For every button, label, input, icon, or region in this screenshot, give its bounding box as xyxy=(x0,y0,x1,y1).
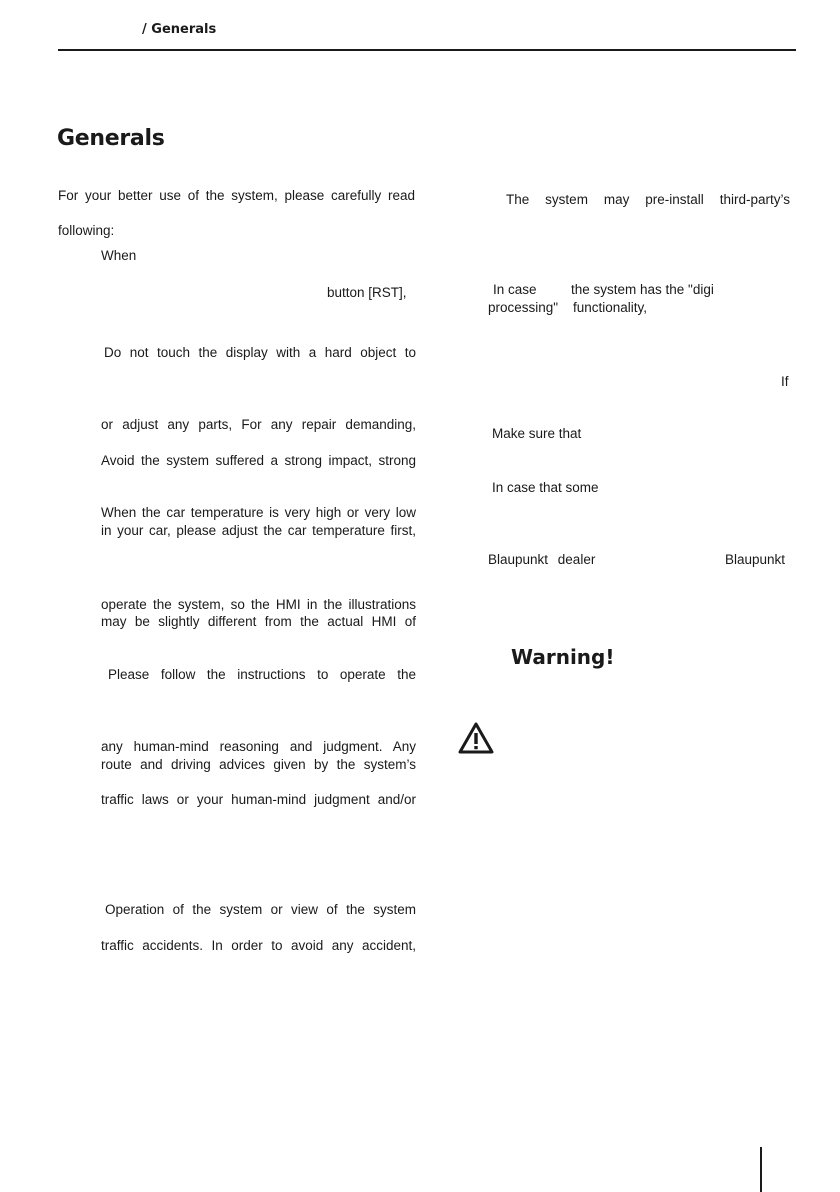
left-line: Please follow the instructions to operate the xyxy=(108,667,416,682)
left-line: following: xyxy=(58,223,115,238)
left-line: route and driving advices given by the system’s xyxy=(101,757,416,772)
left-line: When the car temperature is very high or very low xyxy=(101,505,416,520)
warning-triangle-icon xyxy=(458,722,494,754)
left-line: Avoid the system suffered a strong impact, strong xyxy=(101,453,416,468)
warning-title: Warning! xyxy=(511,645,615,669)
right-line: The system may pre-install third-party’s xyxy=(506,192,790,207)
header-rule xyxy=(58,49,796,51)
running-header: / Generals xyxy=(142,22,217,37)
left-line: operate the system, so the HMI in the illustrations xyxy=(101,597,416,612)
left-line: When xyxy=(101,248,137,263)
right-line: the system has the "digi xyxy=(571,282,714,297)
left-line: Operation of the system or view of the system xyxy=(105,902,416,917)
right-line: processing" xyxy=(488,300,559,315)
right-line: functionality, xyxy=(573,300,648,315)
right-line: In case xyxy=(493,282,537,297)
left-line: traffic laws or your human-mind judgment and/or xyxy=(101,792,416,807)
left-line: button [RST], xyxy=(327,285,407,300)
right-line: In case that some xyxy=(492,480,599,495)
left-line: any human-mind reasoning and judgment. Any xyxy=(101,739,416,754)
left-line: may be slightly different from the actual HMI of xyxy=(101,614,416,629)
left-line: in your car, please adjust the car temperature first, xyxy=(101,523,416,538)
left-line: Do not touch the display with a hard object to xyxy=(104,345,416,360)
left-line: or adjust any parts, For any repair demanding, xyxy=(101,417,416,432)
page-title: Generals xyxy=(57,126,165,151)
right-line: Make sure that xyxy=(492,426,582,441)
footer-rule xyxy=(760,1147,762,1192)
right-line: Blaupunkt dealer xyxy=(488,552,596,567)
right-line: If xyxy=(781,374,789,389)
right-line: Blaupunkt xyxy=(725,552,786,567)
left-line: For your better use of the system, please carefully read xyxy=(58,188,415,203)
left-line: traffic accidents. In order to avoid any accident, xyxy=(101,938,416,953)
